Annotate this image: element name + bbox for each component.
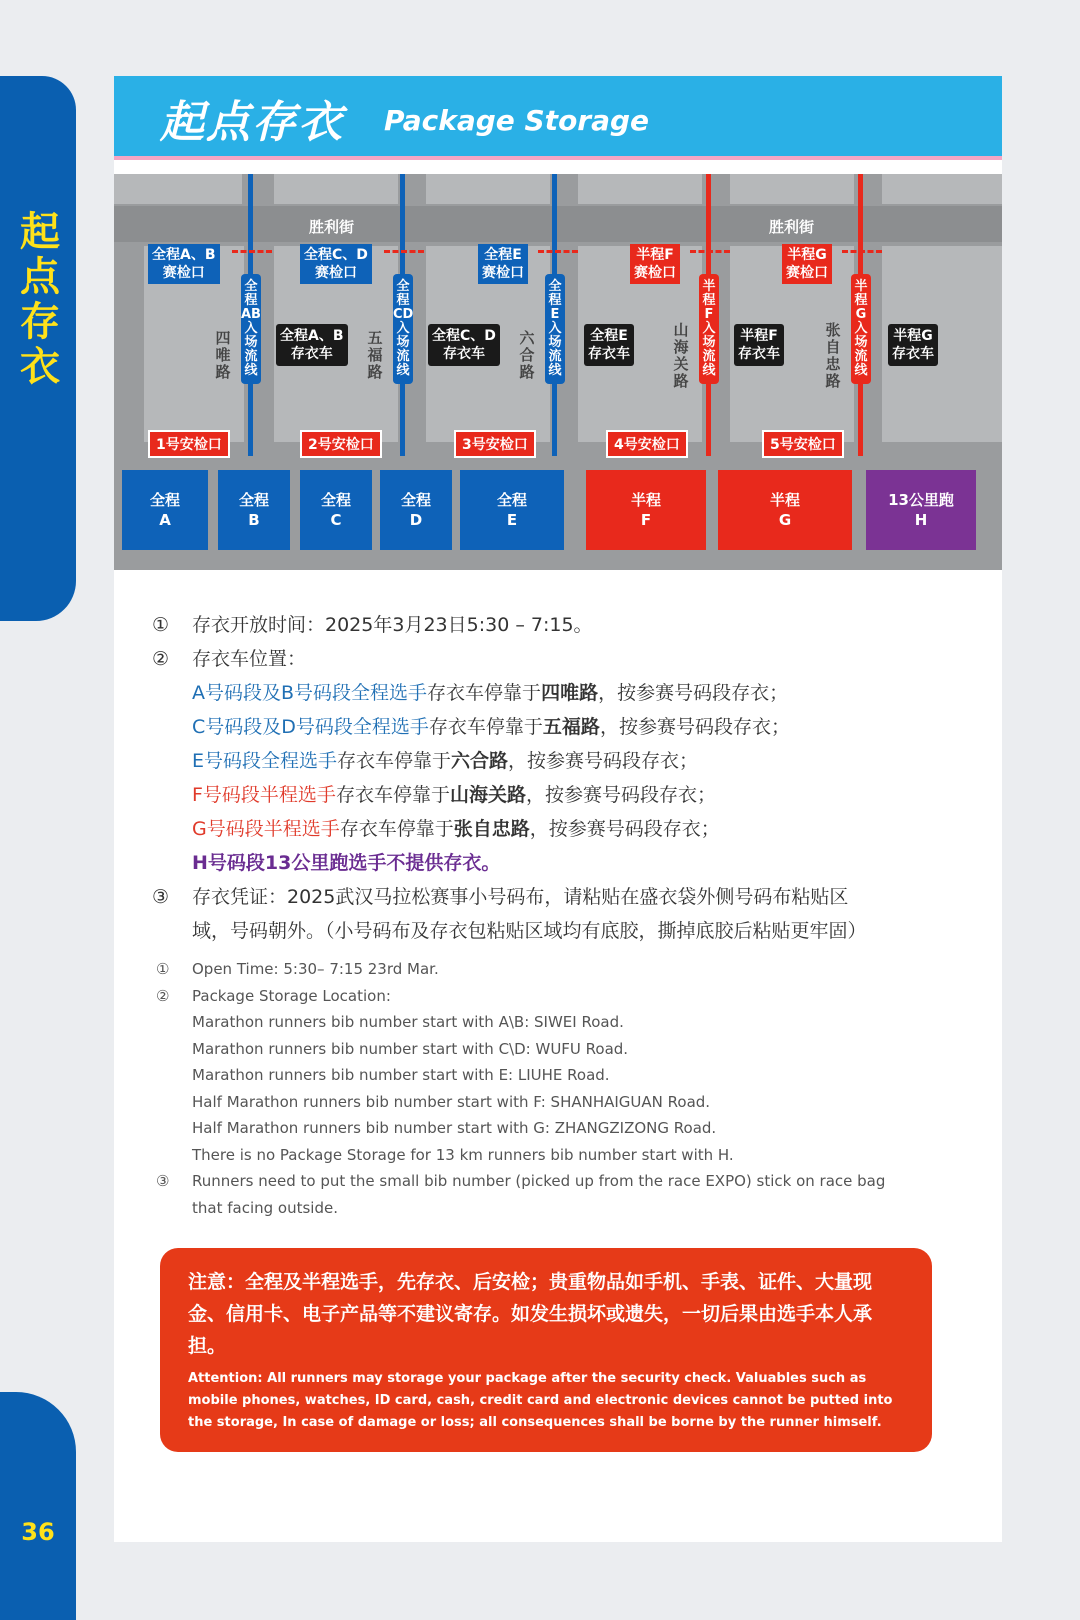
line-mid: 存衣车停靠于 bbox=[339, 818, 454, 840]
zone-g: 半程 G bbox=[718, 470, 852, 550]
zone-a: 全程 A bbox=[122, 470, 208, 550]
cn-item-text: 存衣开放时间：2025年3月23日5:30 – 7:15。 bbox=[192, 614, 593, 636]
road-name: 张自忠路 bbox=[825, 321, 841, 390]
notice-box bbox=[160, 1248, 932, 1452]
map-block bbox=[578, 174, 702, 204]
en-item-text: Runners need to put the small bib number (picked up from the race EXPO) stick on race bag bbox=[192, 1172, 886, 1190]
line-tail: ，按参赛号码段存衣； bbox=[508, 750, 699, 772]
header-title-en: Package Storage bbox=[384, 104, 650, 137]
bag-truck-label: 半程F 存衣车 bbox=[734, 324, 784, 366]
cn-location-line bbox=[152, 812, 952, 846]
en-sub-line: Marathon runners bib number start with E: LIUHE Road. bbox=[192, 1066, 610, 1084]
line-highlight: F号码段半程选手 bbox=[192, 784, 336, 806]
item-number: ② bbox=[156, 986, 170, 1005]
cn-item-2 bbox=[152, 642, 952, 676]
checkpoint-label: 3号安检口 bbox=[454, 430, 536, 458]
content-card bbox=[114, 76, 1002, 1542]
checkpoint-label: 5号安检口 bbox=[762, 430, 844, 458]
line-road: 四唯路 bbox=[541, 682, 599, 704]
line-highlight: E号码段全程选手 bbox=[192, 750, 338, 772]
item-number: ② bbox=[152, 648, 170, 670]
line-highlight: A号码段及B号码段全程选手 bbox=[192, 682, 428, 704]
street-label-right: 胜利街 bbox=[769, 218, 815, 236]
map-block bbox=[730, 174, 854, 204]
map-block bbox=[426, 174, 550, 204]
cn-location-line bbox=[152, 778, 952, 812]
road-name: 五福路 bbox=[367, 329, 383, 381]
header-title-zh: 起点存衣 bbox=[160, 97, 344, 148]
line-mid: 存衣车停靠于 bbox=[335, 784, 450, 806]
cn-location-line bbox=[152, 744, 952, 778]
notice-cn: 注意：全程及半程选手，先存衣、后安检；贵重物品如手机、手表、证件、大量现金、信用卡、电子产品等不建议寄存。如发生损坏或遗失，一切后果由选手本人承担。 bbox=[188, 1271, 873, 1357]
side-bottom-tab bbox=[0, 1392, 76, 1620]
en-item-text: Open Time: 5:30– 7:15 23rd Mar. bbox=[192, 960, 439, 978]
en-item-text: Package Storage Location: bbox=[192, 986, 391, 1005]
cn-item-3 bbox=[152, 880, 952, 914]
item-number: ③ bbox=[152, 886, 170, 908]
lane-label: 全程AB入场流线 bbox=[241, 274, 261, 384]
line-road: 山海关路 bbox=[449, 784, 526, 806]
line-tail: ，按参赛号码段存衣； bbox=[598, 682, 789, 704]
en-sub-line: Half Marathon runners bib number start with G: ZHANGZIZONG Road. bbox=[192, 1119, 717, 1137]
cn-h-line: H号码段13公里跑选手不提供存衣。 bbox=[192, 852, 501, 874]
en-sub-line: Marathon runners bib number start with A\B: SIWEI Road. bbox=[192, 1013, 624, 1031]
en-sub-line: Marathon runners bib number start with C\D: WUFU Road. bbox=[192, 1039, 629, 1058]
en-item-1 bbox=[156, 956, 956, 983]
side-title: 起点存衣 bbox=[20, 209, 60, 390]
bag-truck-label: 半程G 存衣车 bbox=[888, 324, 938, 366]
checkpoint-label: 4号安检口 bbox=[606, 430, 688, 458]
bag-truck-label: 全程E 存衣车 bbox=[584, 324, 634, 366]
cn-location-line bbox=[152, 710, 952, 744]
road-name: 六合路 bbox=[519, 329, 535, 381]
line-highlight: G号码段半程选手 bbox=[192, 818, 340, 840]
map-block bbox=[274, 174, 398, 204]
en-item-2 bbox=[156, 983, 956, 1010]
gate-label: 全程C、D 赛检口 bbox=[300, 244, 372, 284]
en-sub-line: There is no Package Storage for 13 km runners bib number start with H. bbox=[192, 1145, 734, 1164]
zone-e: 全程 E bbox=[460, 470, 564, 550]
gate-label: 全程A、B 赛检口 bbox=[148, 244, 220, 284]
en-item-3 bbox=[156, 1168, 956, 1195]
gate-dash bbox=[690, 250, 730, 253]
checkpoint-label: 1号安检口 bbox=[148, 430, 230, 458]
notice-en: Attention: All runners may storage your package after the security check. Valuables such as mobile phones, watches, ID card, cash, credit card and electronic devices cannot be putted into the storage, In case of damage or loss; all consequences shall be borne by the runner himself. bbox=[188, 1371, 893, 1430]
chinese-info-list bbox=[152, 608, 952, 948]
line-mid: 存衣车停靠于 bbox=[337, 750, 452, 772]
road-name: 山海关路 bbox=[673, 321, 689, 390]
line-tail: ，按参赛号码段存衣； bbox=[599, 716, 790, 738]
checkpoint-label: 2号安检口 bbox=[300, 430, 382, 458]
page-number: 36 bbox=[21, 1518, 55, 1546]
line-road: 五福路 bbox=[542, 716, 600, 738]
map-block bbox=[882, 174, 1002, 204]
zone-h: 13公里跑 H bbox=[866, 470, 976, 550]
line-road: 六合路 bbox=[451, 750, 509, 772]
zone-f: 半程 F bbox=[586, 470, 706, 550]
zone-b: 全程 B bbox=[218, 470, 290, 550]
gate-dash bbox=[538, 250, 578, 253]
cn-item-1 bbox=[152, 608, 952, 642]
header-band bbox=[114, 76, 1002, 156]
line-tail: ，按参赛号码段存衣； bbox=[529, 818, 720, 840]
cn-location-line bbox=[152, 676, 952, 710]
zone-c: 全程 C bbox=[300, 470, 372, 550]
header-stripe bbox=[114, 160, 1002, 164]
gate-dash bbox=[232, 250, 272, 253]
street-label-left: 胜利街 bbox=[309, 218, 355, 236]
item-number: ③ bbox=[156, 1172, 170, 1190]
line-mid: 存衣车停靠于 bbox=[428, 716, 543, 738]
item-number: ① bbox=[156, 960, 170, 978]
zone-d: 全程 D bbox=[380, 470, 452, 550]
english-info-list bbox=[156, 956, 956, 1221]
gate-label: 全程E 赛检口 bbox=[478, 244, 528, 284]
en-item-3-cont: that facing outside. bbox=[192, 1198, 338, 1217]
lane-label: 半程G入场流线 bbox=[851, 274, 871, 384]
storage-map bbox=[114, 174, 1002, 570]
gate-dash bbox=[384, 250, 424, 253]
lane-label: 全程E入场流线 bbox=[545, 274, 565, 384]
lane-label: 半程F入场流线 bbox=[699, 274, 719, 384]
item-number: ① bbox=[152, 614, 170, 636]
road-name: 四唯路 bbox=[215, 329, 231, 381]
gate-label: 半程F 赛检口 bbox=[630, 244, 680, 284]
map-block bbox=[114, 174, 242, 204]
lane-label: 全程CD入场流线 bbox=[393, 274, 413, 384]
line-tail: ，按参赛号码段存衣； bbox=[525, 784, 716, 806]
cn-item-text: 存衣车位置： bbox=[192, 648, 307, 670]
cn-item-text: 存衣凭证：2025武汉马拉松赛事小号码布，请粘贴在盛衣袋外侧号码布粘贴区 bbox=[192, 886, 849, 908]
gate-label: 半程G 赛检口 bbox=[782, 244, 832, 284]
cn-item-3-cont: 域，号码朝外。（小号码布及存衣包粘贴区域均有底胶，撕掉底胶后粘贴更牢固） bbox=[192, 920, 867, 942]
en-sub-line: Half Marathon runners bib number start with F: SHANHAIGUAN Road. bbox=[192, 1092, 711, 1111]
line-road: 张自忠路 bbox=[453, 818, 530, 840]
line-mid: 存衣车停靠于 bbox=[427, 682, 542, 704]
line-highlight: C号码段及D号码段全程选手 bbox=[192, 716, 429, 738]
bag-truck-label: 全程C、D 存衣车 bbox=[428, 324, 500, 366]
gate-dash bbox=[842, 250, 882, 253]
bag-truck-label: 全程A、B 存衣车 bbox=[276, 324, 348, 366]
